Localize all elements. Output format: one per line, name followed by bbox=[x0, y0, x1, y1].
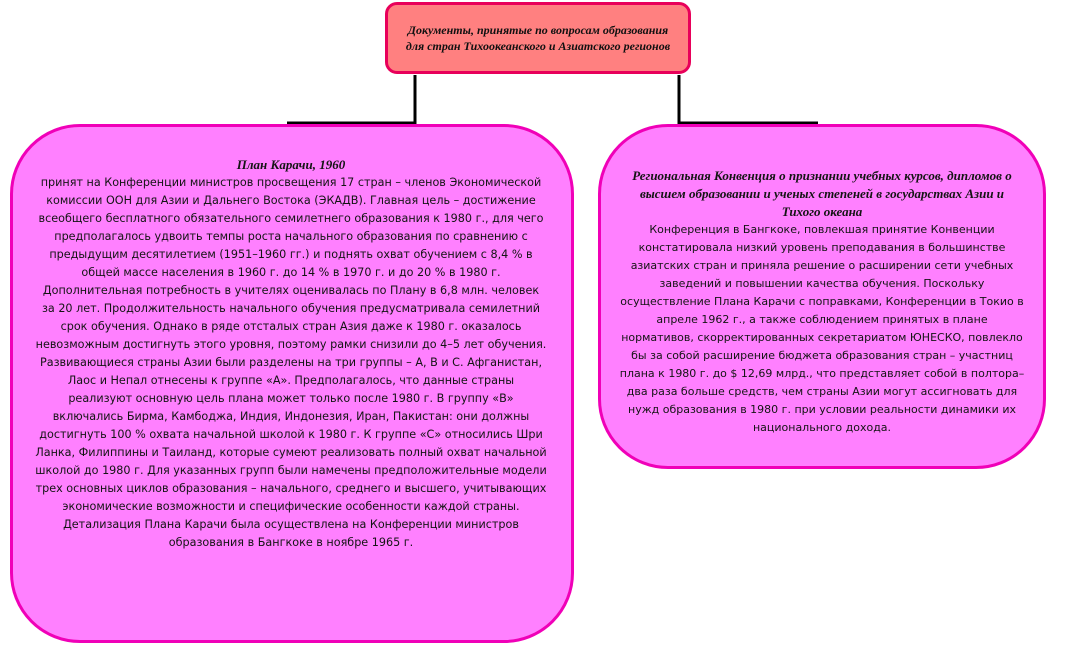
karachi-plan-heading: План Карачи, 1960 bbox=[236, 157, 346, 172]
root-title: Документы, принятые по вопросам образования для стран Тихоокеанского и Азиатского регионов bbox=[405, 23, 671, 53]
root-node bbox=[385, 2, 691, 74]
regional-convention-heading: Региональная Конвенция о признании учебных курсов, дипломов о высшем образовании и ученых степеней в государствах Азии и Тихого океана bbox=[632, 168, 1012, 219]
regional-convention-text: Конференция в Бангкоке, повлекшая принятие Конвенции констатировала низкий уровень преподавания в большинстве азиатских стран и приняла решение о расширении сети учебных заведений и повышении качества обучения. Поскольку осуществление Плана Карачи с поправками, Конференции в Токио в апреле 1962 г., а также соблюдением принятых в плане нормативов, скорректированных секретариатом ЮНЕСКО, повлекло бы за собой расширение бюджета образования стран – участниц плана к 1980 г. до $ 12,69 млрд., что представляет собой в полтора–два раза больше средств, чем страны Азии могут ассигновать для нужд образования в 1980 г. при условии реальности динамики их национального дохода. bbox=[619, 223, 1025, 434]
regional-convention-node bbox=[598, 124, 1046, 469]
karachi-plan-node bbox=[10, 124, 574, 643]
karachi-plan-text: принят на Конференции министров просвещения 17 стран – членов Экономической комиссии ООН для Азии и Дальнего Востока (ЭКАДВ). Главная цель – достижение всеобщего бесплатного обязательного семилетнего образования к 1980 г., для чего предполагалось удвоить темпы роста начального образования по сравнению с предыдущим десятилетием (1951–1960 гг.) и поднять охват обучением с 8,4 % в общей массе населения в 1960 г. до 14 % в 1970 г. и до 20 % в 1980 г. Дополнительная потребность в учителях оценивалась по Плану в 6,8 млн. человек за 20 лет. Продолжительность начального обучения предусматривала семилетний срок обучения. Однако в ряде отсталых стран Азия даже к 1980 г. оказалось невозможным достигнуть этого уровня, поэтому рамки снизили до 4–5 лет обучения. Развивающиеся страны Азии были разделены на три группы – А, В и С. Афганистан, Лаос и Непал отнесены к группе «А». Предполагалось, что данные страны реализуют основную цель плана может только после 1980 г. В группу «В» включались Бирма, Камбоджа, Индия, Индонезия, Иран, Пакистан: они должны достигнуть 100 % охвата начальной школой к 1980 г. К группе «С» относились Шри Ланка, Филиппины и Таиланд, которые сумеют реализовать полный охват начальной школой до 1980 г. Для указанных групп были намечены предположительные модели трех основных циклов образования – начального, среднего и высшего, учитывающих экономические возможности и специфические особенности каждой страны. Детализация Плана Карачи была осуществлена на Конференции министров образования в Бангкоке в ноябре 1965 г. bbox=[35, 176, 547, 549]
